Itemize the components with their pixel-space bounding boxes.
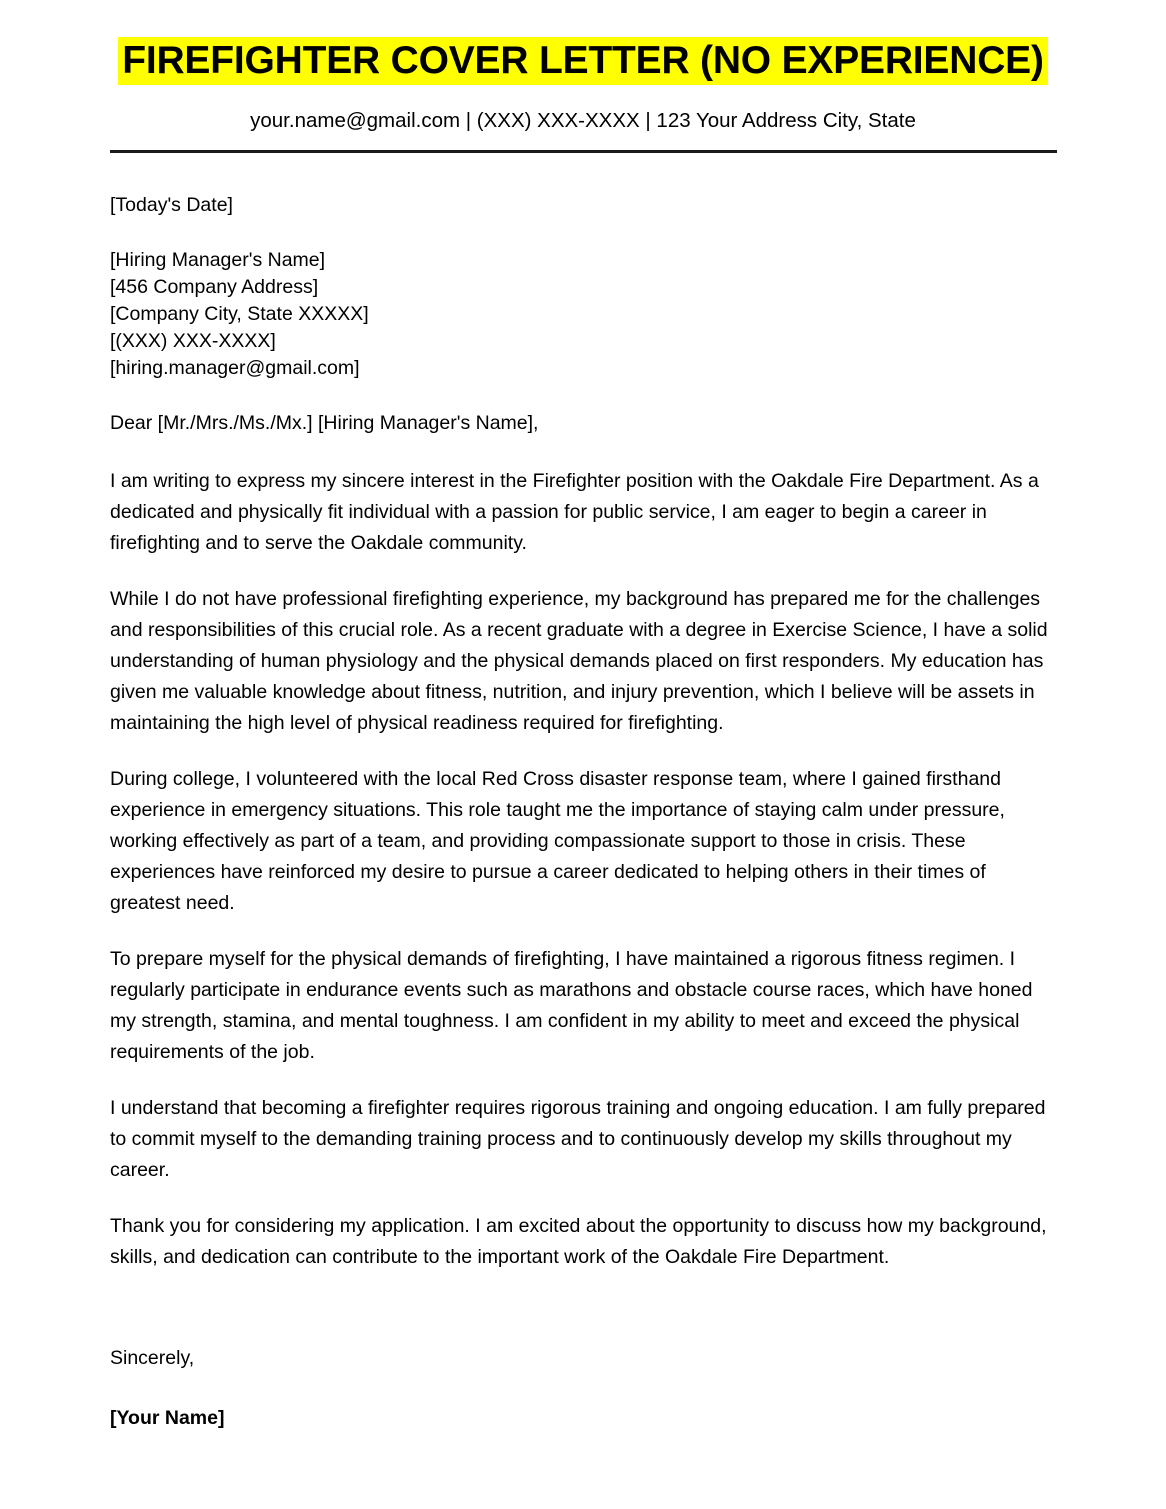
recipient-address-block [110, 247, 1055, 382]
body-paragraph: During college, I volunteered with the local Red Cross disaster response team, where I gained firsthand experience in emergency situations. This role taught me the importance of staying calm under pressure, working effectively as part of a team, and providing compassionate support to those in crisis. These experiences have reinforced my desire to pursue a career dedicated to helping others in their times of greatest need. [110, 768, 1005, 914]
header-divider-wrap [0, 135, 1166, 153]
closing-spacer [110, 1298, 1055, 1343]
letter-header [0, 0, 1166, 153]
body-paragraph: To prepare myself for the physical demands of firefighting, I have maintained a rigorous fitness regimen. I regularly participate in endurance events such as marathons and obstacle course races, which have honed my strength, stamina, and mental toughness. I am confident in my ability to meet and exceed the physical requirements of the job. [110, 948, 1033, 1063]
date-line: [Today's Date] [110, 194, 233, 216]
recipient-line: [(XXX) XXX-XXXX] [110, 330, 276, 352]
closing-salutation: Sincerely, [110, 1347, 195, 1369]
body-paragraph: Thank you for considering my application. I am excited about the opportunity to discuss how my background, skills, and dedication can contribute to the important work of the Oakdale Fire Department. [110, 1215, 1047, 1268]
signature-name: [Your Name] [110, 1407, 225, 1429]
applicant-contact-line: your.name@gmail.com | (XXX) XXX-XXXX | 123 Your Address City, State [250, 109, 916, 132]
body-paragraph: I understand that becoming a firefighter requires rigorous training and ongoing education. I am fully prepared to commit myself to the demanding training process and to continuously develop my skills throughout my career. [110, 1097, 1046, 1181]
page-title-highlight: FIREFIGHTER COVER LETTER (NO EXPERIENCE) [118, 37, 1048, 85]
recipient-line: [456 Company Address] [110, 276, 319, 298]
recipient-line: [hiring.manager@gmail.com] [110, 357, 360, 379]
letter-body [110, 153, 1055, 1434]
salutation: Dear [Mr./Mrs./Ms./Mx.] [Hiring Manager's Name], [110, 412, 539, 434]
recipient-line: [Company City, State XXXXX] [110, 303, 369, 325]
body-paragraph: I am writing to express my sincere interest in the Firefighter position with the Oakdale Fire Department. As a dedicated and physically fit individual with a passion for public service, I am eager to begin a career in firefighting and to serve the Oakdale community. [110, 470, 1039, 554]
body-paragraph: While I do not have professional firefighting experience, my background has prepared me for the challenges and responsibilities of this crucial role. As a recent graduate with a degree in Exercise Science, I have a solid understanding of human physiology and the physical demands placed on first responders. My education has given me valuable knowledge about fitness, nutrition, and injury prevention, which I believe will be assets in maintaining the high level of physical readiness required for firefighting. [110, 588, 1048, 734]
page-title [0, 36, 1166, 86]
recipient-line: [Hiring Manager's Name] [110, 249, 326, 271]
